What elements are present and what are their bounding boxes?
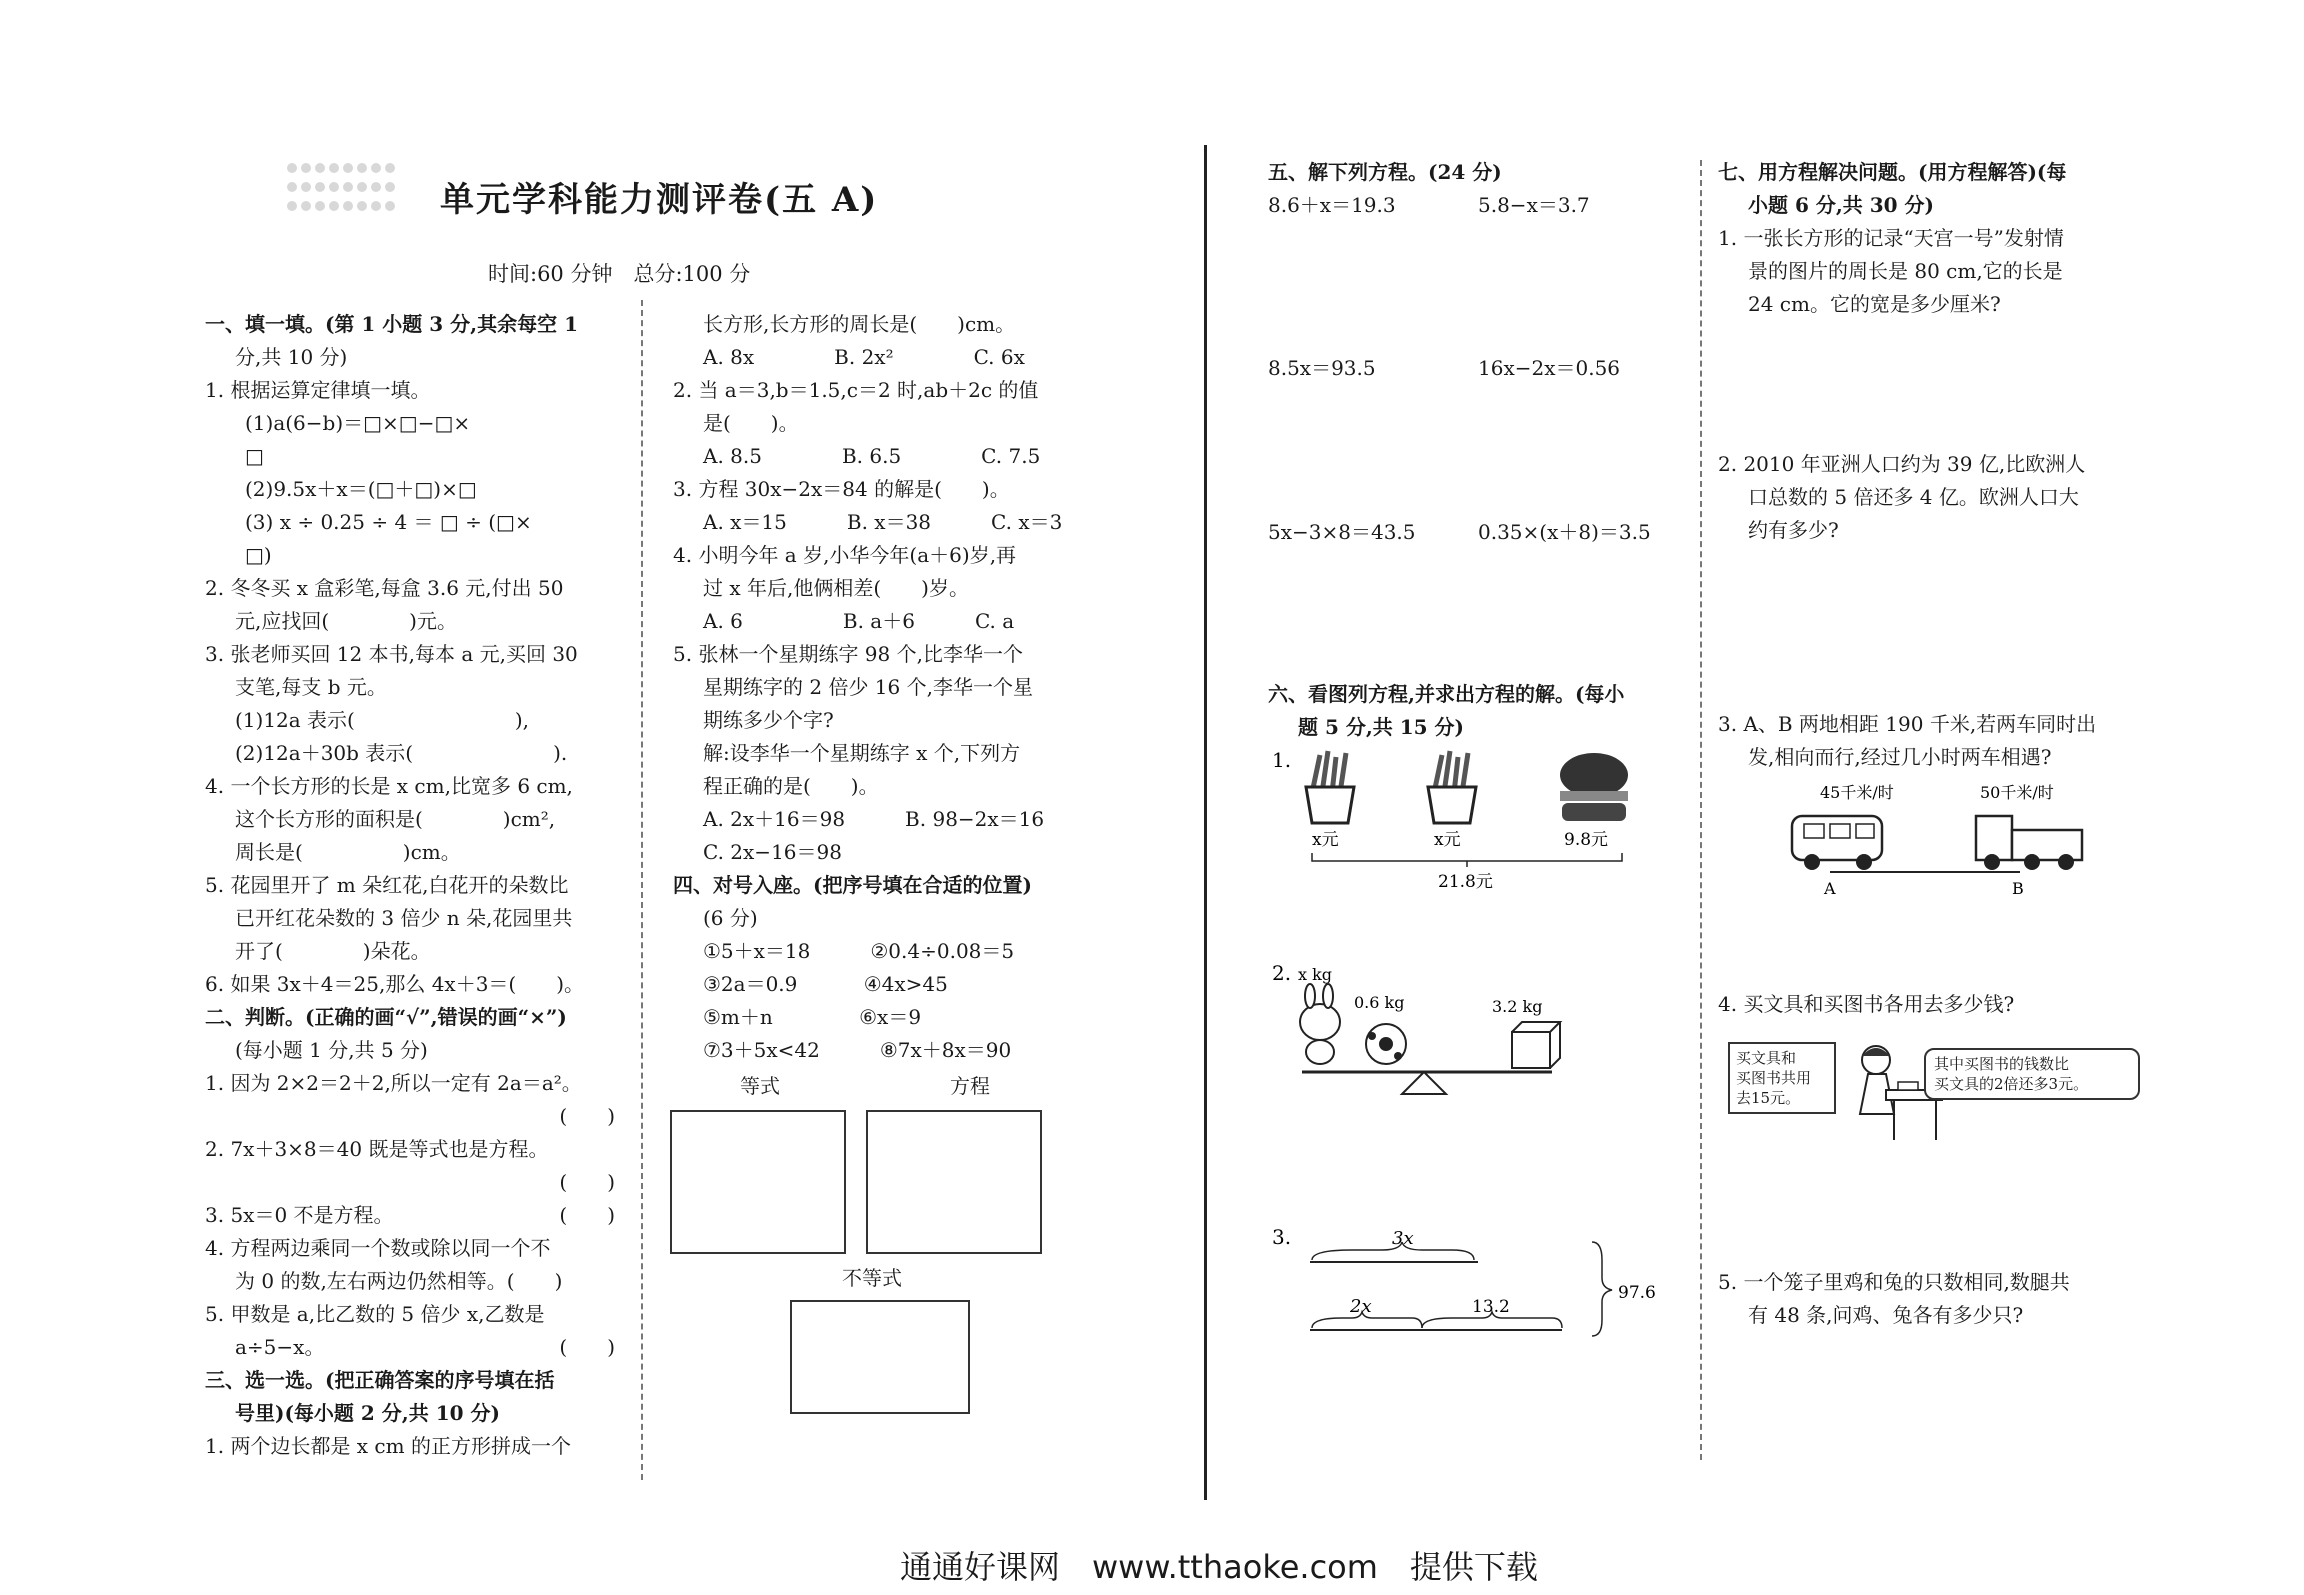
total-price: 21.8元 bbox=[1438, 872, 1493, 892]
line-text: A. x＝15 B. x＝38 C. x＝3 bbox=[703, 510, 1063, 534]
section-7-title-line1: 七、用方程解决问题。(用方程解答)(每 bbox=[1718, 160, 2067, 184]
line-text: 过 x 年后,他俩相差( )岁。 bbox=[703, 576, 969, 600]
line-text: 这个长方形的面积是( )cm², bbox=[235, 807, 556, 831]
problem-2-line1: 2. 2010 年亚洲人口约为 39 亿,比欧洲人 bbox=[1718, 452, 2086, 476]
line-text: 周长是( )cm。 bbox=[235, 840, 461, 864]
problem-1-line3: 24 cm。它的宽是多少厘米? bbox=[1748, 292, 2001, 316]
col1-line bbox=[205, 1199, 625, 1232]
section-5-title: 五、解下列方程。(24 分) bbox=[1268, 160, 1502, 184]
equation-2: 5.8−x＝3.7 bbox=[1478, 193, 1590, 217]
line-text: 6. 如果 3x＋4＝25,那么 4x＋3＝( )。 bbox=[205, 972, 585, 996]
col2-line bbox=[673, 539, 1093, 572]
problem-5 bbox=[1718, 1266, 2138, 1332]
problem-2-line2: 口总数的 5 倍还多 4 亿。欧洲人口大 bbox=[1748, 485, 2079, 509]
line-text: a÷5−x。 bbox=[235, 1335, 325, 1359]
equation-1: 8.6＋x＝19.3 bbox=[1268, 193, 1396, 217]
line-text: 4. 小明今年 a 岁,小华今年(a＋6)岁,再 bbox=[673, 543, 1017, 567]
line-text: 长方形,长方形的周长是( )cm。 bbox=[703, 312, 1016, 336]
line-text: 是( )。 bbox=[703, 411, 799, 435]
line-text: C. 2x−16＝98 bbox=[703, 840, 842, 864]
line-text: 三、选一选。(把正确答案的序号填在括 bbox=[205, 1368, 555, 1392]
col2-line bbox=[673, 902, 1093, 935]
point-a: A bbox=[1824, 879, 1836, 898]
q1-number: 1. bbox=[1272, 748, 1292, 772]
figure-shopping bbox=[1728, 1036, 2148, 1146]
figure-fries-burger bbox=[1262, 745, 1682, 895]
col2-line bbox=[673, 869, 1093, 902]
figure-segments bbox=[1262, 1220, 1682, 1360]
line-text: 3. 5x＝0 不是方程。 bbox=[205, 1203, 394, 1227]
inequality-label: 不等式 bbox=[842, 1266, 902, 1290]
equation-box[interactable] bbox=[670, 1110, 846, 1254]
line-text: 5. 甲数是 a,比乙数的 5 倍少 x,乙数是 bbox=[205, 1302, 545, 1326]
col2-line bbox=[673, 803, 1093, 836]
line-text: 3. 方程 30x−2x＝84 的解是( )。 bbox=[673, 477, 1010, 501]
fries-icon-1 bbox=[1306, 751, 1354, 823]
inequality-box[interactable] bbox=[790, 1300, 970, 1414]
fries-price-1: x元 bbox=[1312, 830, 1339, 850]
line-text: 5. 张林一个星期练字 98 个,比李华一个 bbox=[673, 642, 1023, 666]
line-text: 1. 根据运算定律填一填。 bbox=[205, 378, 431, 402]
line-text: 4. 一个长方形的长是 x cm,比宽多 6 cm, bbox=[205, 774, 573, 798]
col1-line bbox=[205, 671, 625, 704]
col1-line bbox=[205, 968, 625, 1001]
section-5-row-3 bbox=[1268, 516, 1688, 549]
col2-line bbox=[673, 605, 1093, 638]
fcn-box[interactable] bbox=[866, 1110, 1042, 1254]
line-text: 解:设李华一个星期练字 x 个,下列方 bbox=[703, 741, 1021, 765]
col1-line bbox=[205, 605, 625, 638]
fcn-label: 方程 bbox=[950, 1074, 990, 1098]
col1-line bbox=[205, 704, 625, 737]
line-text: 4. 方程两边乘同一个数或除以同一个不 bbox=[205, 1236, 551, 1260]
col2-line bbox=[673, 1001, 1093, 1034]
line-text: 为 0 的数,左右两边仍然相等。( ) bbox=[235, 1269, 563, 1293]
figure-vehicles bbox=[1780, 776, 2100, 906]
figure-balance bbox=[1262, 960, 1592, 1120]
col1-line bbox=[205, 803, 625, 836]
line-text: (1)a(6−b)＝□×□−□× bbox=[245, 411, 471, 435]
rabbit-icon bbox=[1300, 984, 1340, 1064]
col2-line bbox=[673, 506, 1093, 539]
problem-3 bbox=[1718, 708, 2138, 774]
exam-info: 时间:60 分钟 总分:100 分 bbox=[488, 262, 751, 286]
col1-line bbox=[205, 1067, 625, 1100]
line-text: 2. 7x＋3×8＝40 既是等式也是方程。 bbox=[205, 1137, 549, 1161]
box-icon bbox=[1512, 1022, 1560, 1068]
line-text: (3) x ÷ 0.25 ÷ 4 ＝ □ ÷ (□× bbox=[245, 510, 532, 534]
equation-3: 8.5x＝93.5 bbox=[1268, 356, 1376, 380]
line-text: ⑤m＋n ⑥x＝9 bbox=[703, 1005, 922, 1029]
line-text: ( ) bbox=[559, 1170, 615, 1194]
speech-bubble-left bbox=[1728, 1042, 1836, 1114]
col1-line bbox=[205, 1298, 625, 1331]
col1-line bbox=[205, 1331, 625, 1364]
segment-2x: 2x bbox=[1350, 1296, 1372, 1317]
line-text: (6 分) bbox=[703, 906, 758, 930]
col1-line bbox=[205, 1133, 625, 1166]
problem-3-line2: 发,相向而行,经过几小时两车相遇? bbox=[1748, 745, 2052, 769]
col2-line bbox=[673, 407, 1093, 440]
col1-line bbox=[205, 1430, 625, 1463]
bus-icon bbox=[1792, 816, 1882, 870]
line-text: ⑦3＋5x<42 ⑧7x＋8x＝90 bbox=[703, 1038, 1012, 1062]
section-6-title bbox=[1268, 678, 1688, 744]
col1-line bbox=[205, 1397, 625, 1430]
col2-line bbox=[673, 308, 1093, 341]
column-divider-1 bbox=[641, 300, 643, 1480]
col1-line bbox=[205, 1364, 625, 1397]
problem-2 bbox=[1718, 448, 2138, 547]
line-text: 5. 花园里开了 m 朵红花,白花开的朵数比 bbox=[205, 873, 569, 897]
problem-2-line3: 约有多少? bbox=[1748, 518, 1839, 542]
col2-line bbox=[673, 935, 1093, 968]
col1-line bbox=[205, 440, 625, 473]
title-decoration bbox=[285, 160, 405, 217]
page-divider bbox=[1204, 145, 1207, 1500]
bubble-left-line1: 买文具和 bbox=[1736, 1049, 1797, 1067]
line-text: (2)9.5x＋x＝(□＋□)×□ bbox=[245, 477, 477, 501]
line-text: ③2a＝0.9 ④4x>45 bbox=[703, 972, 948, 996]
problem-4 bbox=[1718, 988, 2138, 1021]
rabbit-weight: x kg bbox=[1298, 965, 1333, 984]
line-text: 开了( )朵花。 bbox=[235, 939, 431, 963]
line-text: 2. 冬冬买 x 盒彩笔,每盒 3.6 元,付出 50 bbox=[205, 576, 564, 600]
section-6-title-line1: 六、看图列方程,并求出方程的解。(每小 bbox=[1268, 682, 1625, 706]
problem-3-line1: 3. A、B 两地相距 190 千米,若两车同时出 bbox=[1718, 712, 2097, 736]
col2-line bbox=[673, 968, 1093, 1001]
col1-line bbox=[205, 638, 625, 671]
problem-5-line2: 有 48 条,问鸡、兔各有多少只? bbox=[1748, 1303, 2024, 1327]
left-column bbox=[205, 308, 625, 1463]
col2-line bbox=[673, 638, 1093, 671]
col1-line bbox=[205, 737, 625, 770]
line-text: □) bbox=[245, 543, 272, 567]
line-text: ①5＋x＝18 ②0.4÷0.08＝5 bbox=[703, 939, 1015, 963]
footer-watermark[interactable]: 通通好课网 www.tthaoke.com 提供下载 bbox=[900, 1548, 1538, 1586]
speed-right: 50千米/时 bbox=[1980, 783, 2054, 802]
bubble-left-line2: 买图书共用 bbox=[1736, 1069, 1812, 1087]
col2-line bbox=[673, 572, 1093, 605]
equation-5: 5x−3×8＝43.5 bbox=[1268, 520, 1416, 544]
col1-line bbox=[205, 473, 625, 506]
line-text: 支笔,每支 b 元。 bbox=[235, 675, 387, 699]
col1-line bbox=[205, 374, 625, 407]
col1-line bbox=[205, 539, 625, 572]
soccer-ball-icon bbox=[1366, 1024, 1406, 1064]
fries-icon-2 bbox=[1428, 751, 1476, 823]
line-text: 已开红花朵数的 3 倍少 n 朵,花园里共 bbox=[235, 906, 573, 930]
fries-price-2: x元 bbox=[1434, 830, 1461, 850]
col1-line bbox=[205, 1166, 625, 1199]
problem-5-line1: 5. 一个笼子里鸡和兔的只数相同,数腿共 bbox=[1718, 1270, 2070, 1294]
section-5-row-2 bbox=[1268, 352, 1688, 385]
problem-1-line1: 1. 一张长方形的记录“天宫一号”发射情 bbox=[1718, 226, 2064, 250]
equation-4: 16x−2x＝0.56 bbox=[1478, 356, 1621, 380]
col2-line bbox=[673, 671, 1093, 704]
line-text: 分,共 10 分) bbox=[235, 345, 348, 369]
line-text: 1. 两个边长都是 x cm 的正方形拼成一个 bbox=[205, 1434, 571, 1458]
bubble-right-line1: 其中买图书的钱数比 bbox=[1934, 1055, 2070, 1073]
col1-line bbox=[205, 308, 625, 341]
col1-line bbox=[205, 770, 625, 803]
section-7-title-line2: 小题 6 分,共 30 分) bbox=[1748, 193, 1935, 217]
q2-number: 2. bbox=[1272, 961, 1292, 985]
line-text: 1. 因为 2×2＝2＋2,所以一定有 2a＝a²。 bbox=[205, 1071, 582, 1095]
truck-icon bbox=[1976, 816, 2082, 870]
ball-weight: 0.6 kg bbox=[1354, 993, 1405, 1012]
col2-line bbox=[673, 704, 1093, 737]
problem-1-line2: 景的图片的周长是 80 cm,它的长是 bbox=[1748, 259, 2063, 283]
col1-line bbox=[205, 869, 625, 902]
col1-line bbox=[205, 935, 625, 968]
line-text: 3. 张老师买回 12 本书,每本 a 元,买回 30 bbox=[205, 642, 578, 666]
page-title: 单元学科能力测评卷(五 A) bbox=[440, 180, 879, 220]
col1-line bbox=[205, 1034, 625, 1067]
section-7 bbox=[1718, 156, 2138, 321]
line-text: A. 6 B. a＋6 C. a bbox=[703, 609, 1015, 633]
col1-line bbox=[205, 836, 625, 869]
speech-bubble-right bbox=[1924, 1048, 2140, 1100]
col1-line bbox=[205, 1001, 625, 1034]
equation-6: 0.35×(x＋8)＝3.5 bbox=[1478, 520, 1651, 544]
box-weight: 3.2 kg bbox=[1492, 997, 1543, 1016]
line-text: (2)12a＋30b 表示( ). bbox=[235, 741, 568, 765]
line-text: A. 2x＋16＝98 B. 98−2x＝16 bbox=[703, 807, 1045, 831]
segment-total: 97.6 bbox=[1618, 1283, 1656, 1303]
col1-line bbox=[205, 1265, 625, 1298]
point-b: B bbox=[2012, 879, 2024, 898]
section-6-title-line2: 题 5 分,共 15 分) bbox=[1298, 715, 1465, 739]
burger-icon bbox=[1560, 753, 1628, 821]
middle-column bbox=[673, 308, 1093, 1067]
col2-line bbox=[673, 836, 1093, 869]
line-text: A. 8.5 B. 6.5 C. 7.5 bbox=[703, 444, 1041, 468]
line-text: 一、填一填。(第 1 小题 3 分,其余每空 1 bbox=[205, 312, 578, 336]
bubble-left-line3: 去15元。 bbox=[1736, 1089, 1801, 1107]
answer-paren[interactable]: ( ) bbox=[559, 1335, 615, 1359]
column-divider-2 bbox=[1700, 160, 1702, 1460]
line-text: 号里)(每小题 2 分,共 10 分) bbox=[235, 1401, 500, 1425]
col1-line bbox=[205, 1100, 625, 1133]
col2-line bbox=[673, 1034, 1093, 1067]
bubble-right-line2: 买文具的2倍还多3元。 bbox=[1934, 1075, 2089, 1093]
line-text: A. 8x B. 2x² C. 6x bbox=[703, 345, 1025, 369]
speed-left: 45千米/时 bbox=[1820, 783, 1894, 802]
line-text: (1)12a 表示( ), bbox=[235, 708, 530, 732]
line-text: (每小题 1 分,共 5 分) bbox=[235, 1038, 428, 1062]
col1-line bbox=[205, 506, 625, 539]
col1-line bbox=[205, 1232, 625, 1265]
col1-line bbox=[205, 572, 625, 605]
col2-line bbox=[673, 770, 1093, 803]
problem-4-line1: 4. 买文具和买图书各用去多少钱? bbox=[1718, 992, 2015, 1016]
col2-line bbox=[673, 737, 1093, 770]
segment-13-2: 13.2 bbox=[1472, 1297, 1510, 1317]
col2-line bbox=[673, 341, 1093, 374]
col2-line bbox=[673, 473, 1093, 506]
col1-line bbox=[205, 407, 625, 440]
line-text: ( ) bbox=[559, 1104, 615, 1128]
q3-number: 3. bbox=[1272, 1225, 1292, 1249]
line-text: 元,应找回( )元。 bbox=[235, 609, 457, 633]
section-5 bbox=[1268, 156, 1688, 222]
line-text: 程正确的是( )。 bbox=[703, 774, 879, 798]
equation-label: 等式 bbox=[740, 1074, 780, 1098]
line-text: 2. 当 a＝3,b＝1.5,c＝2 时,ab＋2c 的值 bbox=[673, 378, 1039, 402]
col1-line bbox=[205, 902, 625, 935]
burger-price: 9.8元 bbox=[1564, 830, 1609, 850]
line-text: 二、判断。(正确的画“√”,错误的画“×”) bbox=[205, 1005, 567, 1029]
line-text: 星期练字的 2 倍少 16 个,李华一个星 bbox=[703, 675, 1033, 699]
col2-line bbox=[673, 374, 1093, 407]
col1-line bbox=[205, 341, 625, 374]
line-text: 期练多少个字? bbox=[703, 708, 834, 732]
segment-3x: 3x bbox=[1392, 1228, 1414, 1249]
answer-paren[interactable]: ( ) bbox=[559, 1203, 615, 1227]
col2-line bbox=[673, 440, 1093, 473]
line-text: 四、对号入座。(把序号填在合适的位置) bbox=[673, 873, 1032, 897]
line-text: □ bbox=[245, 444, 264, 468]
